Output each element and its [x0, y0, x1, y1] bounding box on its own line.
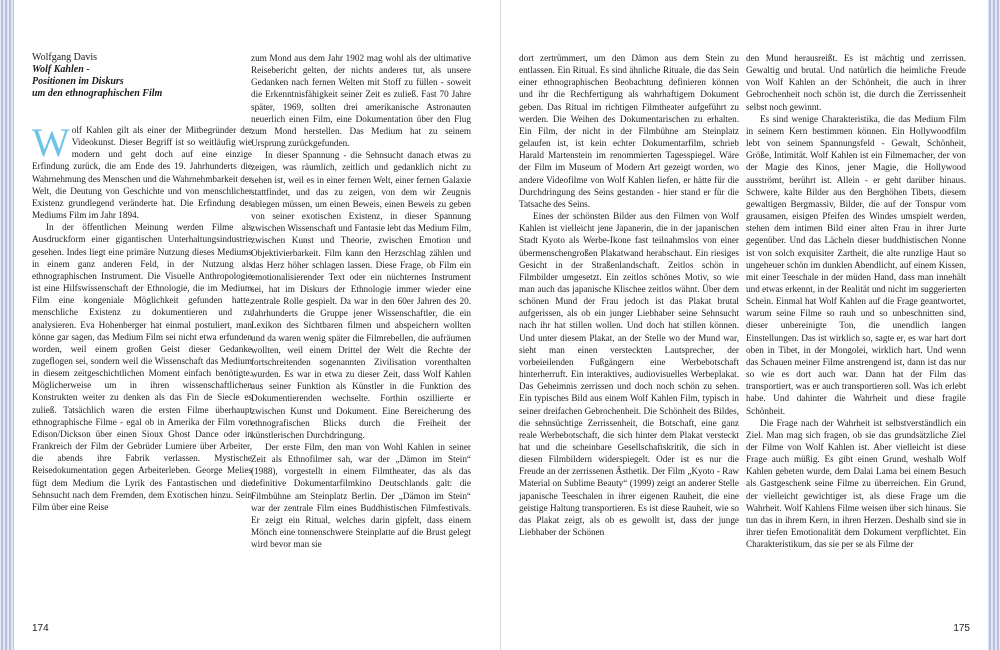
page-number-left: 174 [32, 623, 49, 634]
column-4 [746, 52, 966, 597]
paragraph [32, 124, 252, 221]
paragraph: Der erste Film, den man von Wohl Kahlen in seiner Zeit als Ethnofilmer sah, war der „Dämon im Stein“ (1988), vorgestellt in einem Filmtheater, das als das definitive Dokumentarfilmkino Deutschlands galt: die Filmbühne am Steinplatz Berlin. Der „Dämon im Stein“ war der zentrale Film eines Buddhistischen Filmfestivals. Er zeigt ein Ritual, welches darin gipfelt, dass einem Mönch eine tonnenschwere Steinplatte auf die Brust gelegt wird bevor man sie [251, 442, 471, 550]
book-edge-left [0, 0, 14, 650]
book-edge-right [988, 0, 1000, 650]
page-number-right: 175 [953, 623, 970, 634]
column-2 [251, 52, 471, 597]
title-line: Wolf Kahlen - [32, 64, 90, 75]
paragraph: den Mund herausreißt. Es ist mächtig und zerrissen. Gewaltig und brutal. Und natürlich die heimliche Freude von Wolf Kahlen an der Schönheit, die auch in ihrer Gebrochenheit noch schön ist, die durch die Zerrissenheit selbst noch gewinnt. [746, 53, 966, 112]
paragraph: In dieser Spannung - die Sehnsucht danach etwas zu zeigen, was räumlich, zeitlich und gedanklich nicht zu sehen ist, weil es in einer fernen Welt, einer fernen Galaxie stattfindet, und das zu zeigen, von dem wir Zeugnis ablegen müssen, um einen Beweis, einen Beweis zu geben von seiner exotischen Existenz, in dieser Spannung zwischen Wissenschaft und Fantasie lebt das Medium Film, zwischen Kunst und Theorie, zwischen Emotion und Objektivierbarkeit. Film kann den Herzschlag zählen und das Herz höher schlagen lassen. Diese Frage, ob Film ein emotionalisierender Text oder ein nüchternes Instrument sei, hat im Diskurs der Ethnologie immer wieder eine zentrale Rolle gespielt. Da war in den 60er Jahren des 20. Jahrhunderts die Gruppe jener Wissenschaftler, die ein Lexikon des Sichtbaren filmen und abspeichern wollten und da waren wenig später die Filmrebellen, die aufräumen wollten, weil einem Drittel der Welt die Rechte der fortschreitenden sogenannten Zivilisation vorenthalten wurden. Es war in etwa zu dieser Zeit, dass Wolf Kahlen aus seiner Funktion als Künstler in die Funktion des Dokumentierenden wechselte. Forthin oszillierte er zwischen Kunst und Dokument. Eine Bereicherung des ethnografischen Blicks durch die Freiheit der künstlerischen Durchdringung. [251, 150, 471, 440]
paragraph: zum Mond aus dem Jahr 1902 mag wohl als der ultimative Reisebericht gelten, der nichts anderes tut, als unsere Gedanken nach fernen Welten mit Stoff zu füllen - soweit die Erkenntnisfähigkeit seiner Zeit es zuließ. Fast 70 Jahre später, 1969, sollten drei amerikanische Astronauten neuerlich einen Film, eine Dokumentation über den Flug zum Mond herstellen. Das Medium hat zu seinem Ursprung zurückgefunden. [251, 53, 471, 149]
author-name: Wolfgang Davis [32, 52, 98, 63]
paragraph: Es sind wenige Charakteristika, die das Medium Film in seinem Kern bestimmen können. Ein Hollywoodfilm lebt von seinem Spannungsfeld - Gewalt, Schönheit, Größe, Intimität. Wolf Kahlen ist ein Filmemacher, der von der Magie des Kinos, jener Magie, die Hollywood ausströmt, berührt ist. Allein - er geht darüber hinaus. Schwere, kalte Bilder aus den Berghöhen Tibets, diesem gewaltigen Bergmassiv, Bilder, die auf der Tonspur vom grausamen, eisigen Pfeifen des Windes umspielt werden, stehen dem intimen Bild einer alten Frau in ihrer Jurte gegenüber. Und das Lächeln dieser buddhistischen Nonne ist von solch exquisiter Zartheit, die alte runzlige Haut so ungeheuer schön im dunklen Abendlicht, auf einem Kissen, mit einer Teeschale in der müden Hand, dass man innehält und etwas erkennt, in der Realität und nicht im suggerierten Schein. Einmal hat Wolf Kahlen auf die Frage geantwortet, warum seine Filme so rauh und so unbeschnitten sind, dieser unbereinigte Ton, die unendlich langen Einstellungen. Das ist wirklich so, sagte er, es war hart dort oben in Tibet, in der Mongolei, wirklich hart. Und wenn das Schauen meiner Filme anstrengend ist, dann ist das nur so wie es dort auch war. Dann hat der Film das transportiert, was er auch transportieren soll. Was ich erlebt habe. Und dahinter die Wahrheit und diese fragile Schönheit. [746, 113, 966, 416]
paragraph-text: olf Kahlen gilt als einer der Mitbegründer der Videokunst. Dieser Begriff ist so weitläufig wie modern und geht doch auf eine einzige Erfindung zurück, die am Ende des 19. Jahrhunderts die Wahrnehmung des Menschen und die Wahrnehmbarkeit der Welt, die Deutung von Geschichte und von menschlicher Existenz grundlegend veränderte hat. Die Erfindung des Mediums Film im Jahr 1894. [32, 125, 252, 221]
paragraph: Die Frage nach der Wahrheit ist selbstverständlich ein Ziel. Man mag sich fragen, ob sie das grundsätzliche Ziel der Filme von Wolf Kahlen ist. Aber vielleicht ist diese Frage auch müßig. Es gibt einen Grund, weshalb Wolf Kahlen gebeten wurde, dem Dalai Lama bei einem Besuch als Gastgeschenk seine Filme zu überreichen. Ein Grund, der vielleicht gewichtiger ist, als diese Frage um die Wahrheit. Wolf Kahlens Filme weisen über sich hinaus. Sie tun das in ihrem Kern, in ihren Herzen. Deshalb sind sie in ihrer tiefen Emotionalität dem Dokument verpflichtet. Ein Charakteristikum, das sie per se als Filme der [746, 417, 966, 550]
title-line: um den ethnographischen Film [32, 88, 163, 99]
column-3 [519, 52, 739, 597]
left-page [14, 0, 500, 650]
right-page [500, 0, 988, 650]
paragraph: In der öffentlichen Meinung werden Filme als Ausdruckform einer gigantischen Unterhaltungsindustrie gesehen. Indes liegt eine primäre Nutzung dieses Mediums in einem ganz anderen Feld, in der Nutzung als ethnographischen Instrument. Die Visuelle Anthropologie ist eine Hilfswissenschaft der Ethnologie, die im Medium Film eine kongeniale Möglichkeit gefunden hatte, menschliche Existenz zu dokumentieren und zu analysieren. Eva Hohenberger hat einmal postuliert, man könne gar sagen, das Medium Film sei nicht etwa erfunden worden, weil einem großen Geist dieser Gedanke zugeflogen sei, sondern weil die Wissenschaft das Medium in diesem zeitgeschichtlichen Moment einfach benötigte. Möglicherweise um in ihren wissenschaftlichen Konstrukten weiter zu denken als das Fin de Siecle es zuließ. Tatsächlich waren die ersten Filme überhaupt ethnographische Filme - egal ob in Amerika der Film von Edison/Dickson über einen Sioux Ghost Dance oder in Frankreich der Film der Gebrüder Lumiere über Arbeiter, die abends ihre Fabrik verlassen. Mystische Reisedokumentation gegen Arbeiterleben. George Melies fügt dem Medium die Lyrik des Fantastischen und die Sehnsucht nach dem Fremden, dem Exotischen hinzu. Sein Film über eine Reise [32, 222, 252, 512]
article-title [32, 64, 252, 100]
drop-cap: W [32, 124, 70, 165]
column-1 [32, 124, 252, 597]
paragraph: Eines der schönsten Bilder aus den Filmen von Wolf Kahlen ist vielleicht jene Japanerin, die in der japanischen Stadt Kyoto als Werbe-Ikone fast teilnahmslos von einer übermenschengroßen Plakatwand herabschaut. Ein riesiges Gesicht in der Straßenlandschaft. Zeitlos schön in Filmbilder umgesetzt. Ein zeitlos schönes Motiv, so wie man auch das japanische Klischee zeitlos wähnt. Über dem schönen Mund der Frau jedoch ist das Plakat brutal aufgerissen, als ob ein junger Liebhaber seine Sehnsucht nach ihr hat stillen wollen. Und doch hat stillen können. Und unter diesem Plakat, an der Stelle wo der Mund war, sieht man einen versteckten Lautsprecher, der vorbeieilenden Fußgängern eine Werbebotschaft hinterherruft. Ein interaktives, audiovisuelles Werbeplakat. Das Geheimnis zerrissen und doch noch schön zu sehen. Ein typisches Bild aus einem Wolf Kahlen Film, typisch in seiner dreifachen Gebrochenheit. Die Schönheit des Bildes, die sehnsüchtige Zerrissenheit, die Botschaft, eine ganz reale Werbebotschaft, die sich hinter dem Plakat versteckt hat und die scheinbare Gesellschaftskritik, die sich in diesen Filmbildern widerspiegelt. Oder ist es nur die Freude an der zerrissenen Ästhetik. Der Film „Kyoto - Raw Material on Sublime Beauty“ (1999) zeigt an anderer Stelle japanische Teeschalen in ihrer eigenen Rauheit, die eine geistige Haltung transportieren. Es ist diese Rauheit, wie so das Plakat zeigt, als ob es gewollt ist, dass der junge Liebhaber der Schönen [519, 211, 739, 538]
title-line: Positionen im Diskurs [32, 76, 124, 87]
paragraph: dort zertrümmert, um den Dämon aus dem Stein zu entlassen. Ein Ritual. Es sind ähnliche Rituale, die das Sein einer ethnographischen Beobachtung definieren können und ihr die Rechfertigung als wahrhaftigem Dokument geben. Das Ritual im richtigen Filmtheater aufgeführt zu werden. Die Weihen des Dokumentarischen zu erhalten. Ein Film, der nicht in der Filmbühne am Steinplatz gelaufen ist, ist kein echter Dokumentarfilm, schrieb Harald Martenstein im renommierten Tagesspiegel. Wäre der Film im Museum of Modern Art gezeigt worden, wo andere Videofilme von Wolf Kahlen liefen, er hätte für die Durchdringung des Seins gestanden - hier stand er für die Tatsache des Seins. [519, 53, 739, 209]
